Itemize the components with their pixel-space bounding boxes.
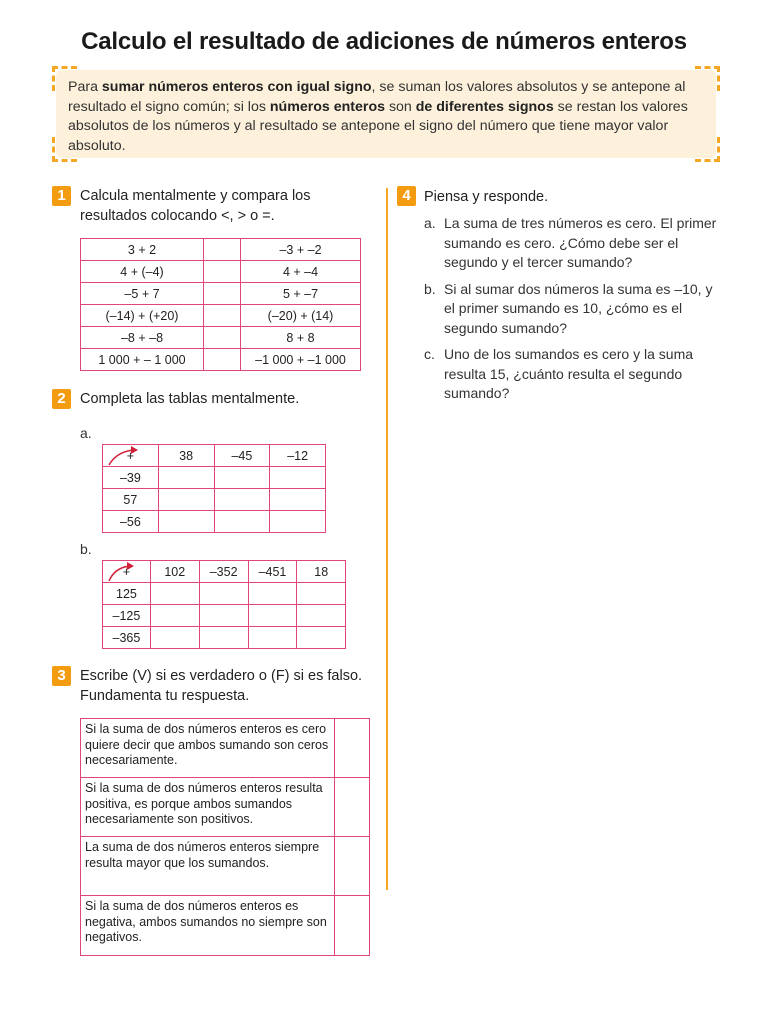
answer-cell[interactable] xyxy=(158,511,214,533)
answer-cell[interactable] xyxy=(248,583,297,605)
list-item xyxy=(424,345,724,404)
item-text: La suma de tres números es cero. El primer sumando es cero. ¿Cómo debe ser el segundo y el tercer sumando? xyxy=(444,215,717,270)
table-cell: 4 + –4 xyxy=(241,261,361,283)
corner-decoration xyxy=(52,137,77,162)
addition-table-b xyxy=(102,560,346,649)
operator-cell xyxy=(103,445,159,467)
corner-decoration xyxy=(695,66,720,91)
item-letter: c. xyxy=(424,346,435,362)
row-header: 125 xyxy=(103,583,151,605)
operator-label: + xyxy=(126,448,135,463)
column-header: –352 xyxy=(199,561,248,583)
question-1-text: Calcula mentalmente y compara los resultados colocando <, > o =. xyxy=(80,188,311,224)
answer-cell[interactable] xyxy=(204,305,241,327)
question-number-badge: 2 xyxy=(52,389,71,409)
answer-cell[interactable] xyxy=(335,778,370,837)
answer-cell[interactable] xyxy=(335,837,370,896)
row-header: –39 xyxy=(103,467,159,489)
info-box xyxy=(56,70,716,158)
statement-cell: Si la suma de dos números enteros es cero quiere decir que ambos sumando son ceros necesariamente. xyxy=(81,719,335,778)
row-header: –56 xyxy=(103,511,159,533)
true-false-table xyxy=(80,718,370,956)
row-header: 57 xyxy=(103,489,159,511)
table-cell: (–20) + (14) xyxy=(241,305,361,327)
table-cell: 3 + 2 xyxy=(81,239,204,261)
answer-cell[interactable] xyxy=(248,627,297,649)
question-4-items xyxy=(424,214,724,411)
table-cell: –8 + –8 xyxy=(81,327,204,349)
item-text: Uno de los sumandos es cero y la suma resulta 15, ¿cuánto resulta el segundo sumando? xyxy=(444,346,694,401)
operator-cell xyxy=(103,561,151,583)
table-cell: –1 000 + –1 000 xyxy=(241,349,361,371)
answer-cell[interactable] xyxy=(270,467,326,489)
info-text: Para xyxy=(68,79,102,95)
question-number-badge: 3 xyxy=(52,666,71,686)
answer-cell[interactable] xyxy=(199,627,248,649)
info-text: se restan los valores absolutos de los números y al resultado se antepone el signo del número que tiene mayor valor absoluto. xyxy=(68,98,688,154)
column-header: 18 xyxy=(297,561,346,583)
row-header: –125 xyxy=(103,605,151,627)
column-divider xyxy=(386,188,388,890)
statement-cell: Si la suma de dos números enteros es negativa, ambos sumandos no siempre son negativos. xyxy=(81,896,335,956)
list-item xyxy=(424,280,724,339)
answer-cell[interactable] xyxy=(150,583,199,605)
info-bold: sumar números enteros con igual signo xyxy=(101,79,372,95)
column-header: –45 xyxy=(214,445,270,467)
answer-cell[interactable] xyxy=(204,283,241,305)
compare-table xyxy=(80,238,361,371)
answer-cell[interactable] xyxy=(158,489,214,511)
table-cell: 5 + –7 xyxy=(241,283,361,305)
page-title: Calculo el resultado de adiciones de números enteros xyxy=(81,28,687,55)
answer-cell[interactable] xyxy=(214,511,270,533)
statement-cell: Si la suma de dos números enteros resulta positiva, es porque ambos sumandos necesariamente son positivos. xyxy=(81,778,335,837)
column-header: 102 xyxy=(150,561,199,583)
answer-cell[interactable] xyxy=(248,605,297,627)
table-cell: –3 + –2 xyxy=(241,239,361,261)
question-4-text: Piensa y responde. xyxy=(424,189,549,205)
question-number-badge: 4 xyxy=(397,186,416,206)
answer-cell[interactable] xyxy=(204,327,241,349)
table-cell: 1 000 + – 1 000 xyxy=(81,349,204,371)
answer-cell[interactable] xyxy=(158,467,214,489)
row-header: –365 xyxy=(103,627,151,649)
table-cell: (–14) + (+20) xyxy=(81,305,204,327)
answer-cell[interactable] xyxy=(204,239,241,261)
answer-cell[interactable] xyxy=(150,627,199,649)
column-header: –12 xyxy=(270,445,326,467)
item-text: Si al sumar dos números la suma es –10, y el primer sumando es 10, ¿cómo es el segundo sumando? xyxy=(444,280,713,336)
addition-table-a xyxy=(102,444,326,533)
info-bold: números enteros xyxy=(269,98,385,115)
info-text: , se suman los valores absolutos y se antepone al resultado el signo común; si los xyxy=(68,79,686,115)
answer-cell[interactable] xyxy=(335,719,370,778)
question-3-text: Escribe (V) si es verdadero o (F) si es falso. Fundamenta tu respuesta. xyxy=(80,668,363,704)
answer-cell[interactable] xyxy=(270,489,326,511)
question-number-badge: 1 xyxy=(52,186,71,206)
column-header: 38 xyxy=(158,445,214,467)
operator-label: + xyxy=(122,564,131,579)
answer-cell[interactable] xyxy=(204,261,241,283)
answer-cell[interactable] xyxy=(204,349,241,371)
answer-cell[interactable] xyxy=(270,511,326,533)
answer-cell[interactable] xyxy=(150,605,199,627)
column-header: –451 xyxy=(248,561,297,583)
subtable-label: a. xyxy=(80,425,92,441)
list-item xyxy=(424,214,724,273)
info-bold: de diferentes signos xyxy=(415,98,554,115)
answer-cell[interactable] xyxy=(297,605,346,627)
question-2-text: Completa las tablas mentalmente. xyxy=(80,391,300,407)
corner-decoration xyxy=(695,137,720,162)
answer-cell[interactable] xyxy=(335,896,370,956)
item-letter: a. xyxy=(424,215,436,231)
table-cell: 8 + 8 xyxy=(241,327,361,349)
answer-cell[interactable] xyxy=(214,467,270,489)
answer-cell[interactable] xyxy=(297,627,346,649)
answer-cell[interactable] xyxy=(214,489,270,511)
subtable-label: b. xyxy=(80,541,92,557)
answer-cell[interactable] xyxy=(297,583,346,605)
info-text: son xyxy=(385,98,416,115)
statement-cell: La suma de dos números enteros siempre resulta mayor que los sumandos. xyxy=(81,837,335,896)
table-cell: –5 + 7 xyxy=(81,283,204,305)
item-letter: b. xyxy=(424,280,436,297)
answer-cell[interactable] xyxy=(199,583,248,605)
corner-decoration xyxy=(52,66,77,91)
answer-cell[interactable] xyxy=(199,605,248,627)
table-cell: 4 + (–4) xyxy=(81,261,204,283)
